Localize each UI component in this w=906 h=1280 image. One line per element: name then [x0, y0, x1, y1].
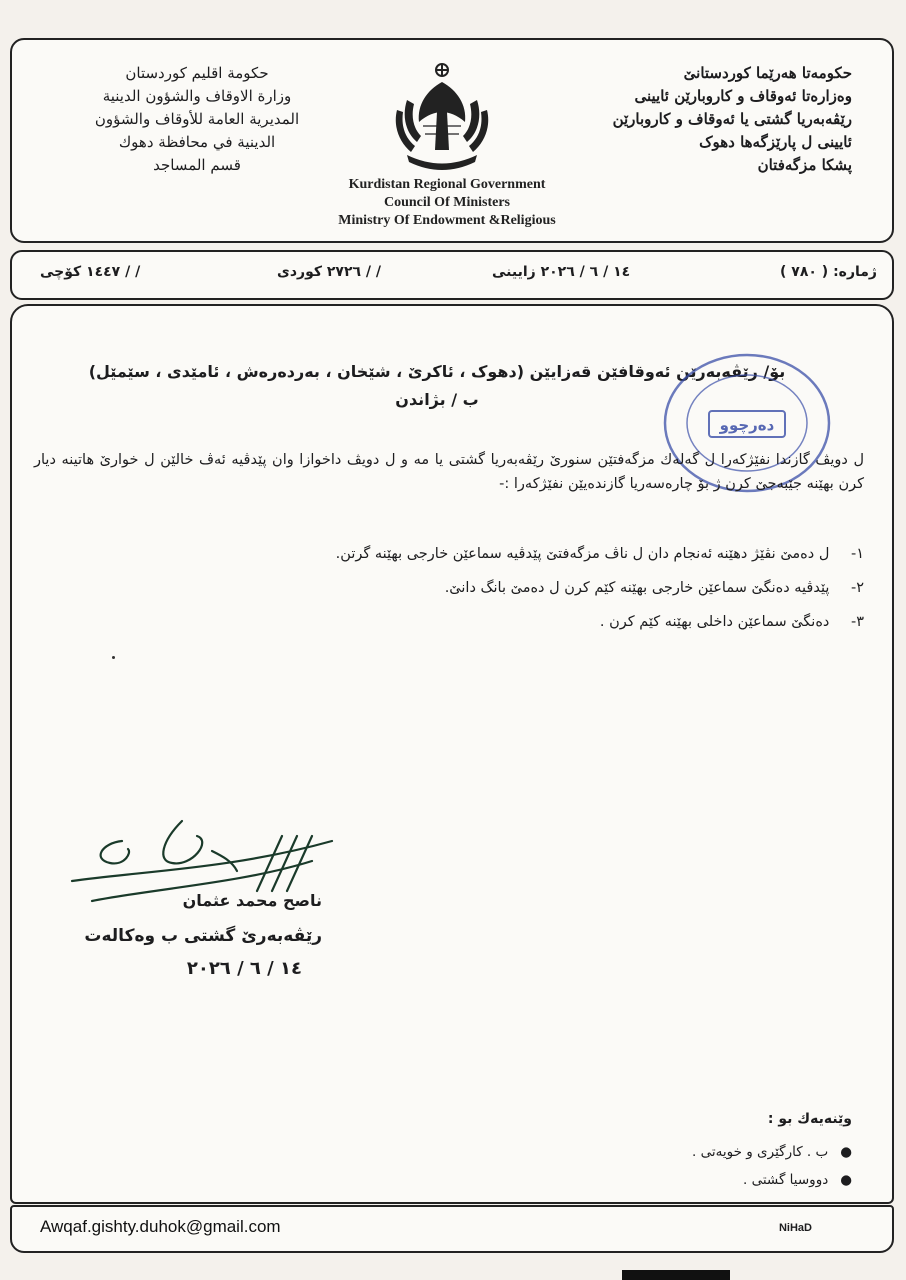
typist-initials: NiHaD: [778, 1222, 812, 1234]
letterhead: [10, 38, 894, 243]
signer-name: ناصح محمد عثمان: [182, 891, 322, 910]
arabic-line: قسم المساجد: [153, 156, 241, 174]
item-text: دەنگێ سماعێن داخلی بهێنە کێم کرن .: [599, 614, 830, 630]
letter-footer: [10, 1205, 894, 1253]
kurdish-date: / / ٢٧٢٦ کوردی: [277, 264, 382, 280]
item-text: پێدڤیە دەنگێ سماعێن خارجی بهێنە کێم کرن ل دەمێ بانگ دانێ.: [444, 580, 830, 596]
kurdish-line: ئایینی ل پارێزگەها دهوک: [699, 133, 852, 151]
english-line: Council Of Ministers: [384, 195, 510, 210]
bullet-icon: ●: [840, 1144, 852, 1160]
contact-email: Awqaf.gishty.duhok@gmail.com: [40, 1217, 281, 1236]
circulation-line: ب / بژاندن: [395, 390, 479, 409]
copy-recipient-text: ب . کارگێری و خویەتی .: [692, 1144, 829, 1160]
arabic-line: الدينية في محافظة دهوك: [118, 133, 276, 151]
item-number: ١-: [850, 546, 864, 562]
scan-edge-bar: [622, 1270, 730, 1280]
bullet-icon: ●: [840, 1172, 852, 1188]
reference-strip: [10, 250, 894, 300]
arabic-letterhead: [52, 62, 342, 177]
signer-title: رێڤەبەرێ گشتی ب وەکالەت: [84, 926, 322, 946]
copy-recipient: [743, 1172, 852, 1188]
gregorian-date: ١٤ / ٦ / ٢٠٢٦ زایینی: [492, 264, 631, 280]
instruction-item: [34, 614, 864, 630]
item-text: ل دەمێ نڤێژ دهێنە ئەنجام دان ل ناڤ مزگەفتێ پێدڤیە سماعێن خارجی بهێنە گرتن.: [335, 546, 830, 562]
letter-body: [10, 304, 894, 1204]
hijri-date: / / ١٤٤٧ کۆچی: [40, 264, 141, 280]
item-number: ٣-: [850, 614, 864, 630]
instruction-item: [34, 580, 864, 596]
kurdish-line: رێڤەبەریا گشتی یا ئەوقاف و کاروبارێن: [612, 110, 852, 128]
item-number: ٢-: [850, 580, 864, 596]
signature-date: ١٤ / ٦ / ٢٠٢٦: [186, 958, 302, 979]
krg-emblem-icon: [387, 60, 497, 180]
english-letterhead: [282, 176, 612, 230]
kurdish-letterhead: [562, 62, 852, 177]
stamp-text: دەرچوو: [719, 416, 775, 434]
document-number: ژمارە: ( ٧٨٠ ): [780, 264, 877, 280]
english-line: Ministry Of Endowment &Religious: [338, 213, 556, 228]
dot-mark: [112, 656, 115, 659]
letter-introduction: ل دویڤ گازندا نفێژکەرا ل گەلەك مزگەفتێن سنورێ رێڤەبەریا گشتی یا مە و ل دویڤ داخوازا وان پێدڤیە ئەڤ خالێن ل خوارێ هاتینە دیار کرن بهێنە جێبەجێ کرن ژ بۆ چارەسەریا گازندەیێن نفێژکەرا :-: [34, 452, 864, 492]
arabic-line: حكومة اقليم كوردستان: [125, 64, 269, 82]
copy-recipient-text: دووسیا گشتی .: [743, 1172, 829, 1188]
recipient-line: بۆ/ رێڤەبەرێن ئەوقافێن قەزایێن (دهوک ، ئاکرێ ، شێخان ، بەردەرەش ، ئامێدی ، سێمێل): [88, 362, 786, 381]
arabic-line: المديرية العامة للأوقاف والشؤون: [94, 110, 300, 128]
arabic-line: وزارة الاوقاف والشؤون الدينية: [102, 87, 292, 105]
copy-recipient: [692, 1144, 852, 1160]
kurdish-line: حکومەتا هەرێما کوردستانێ: [683, 64, 852, 82]
kurdish-line: وەزارەتا ئەوقاف و کاروبارێن ئایینی: [634, 87, 852, 105]
english-line: Kurdistan Regional Government: [348, 177, 546, 192]
kurdish-line: پشکا مزگەفتان: [757, 156, 852, 174]
instruction-item: [34, 546, 864, 562]
copies-to-heading: وێنەیەك بو :: [767, 1111, 852, 1127]
